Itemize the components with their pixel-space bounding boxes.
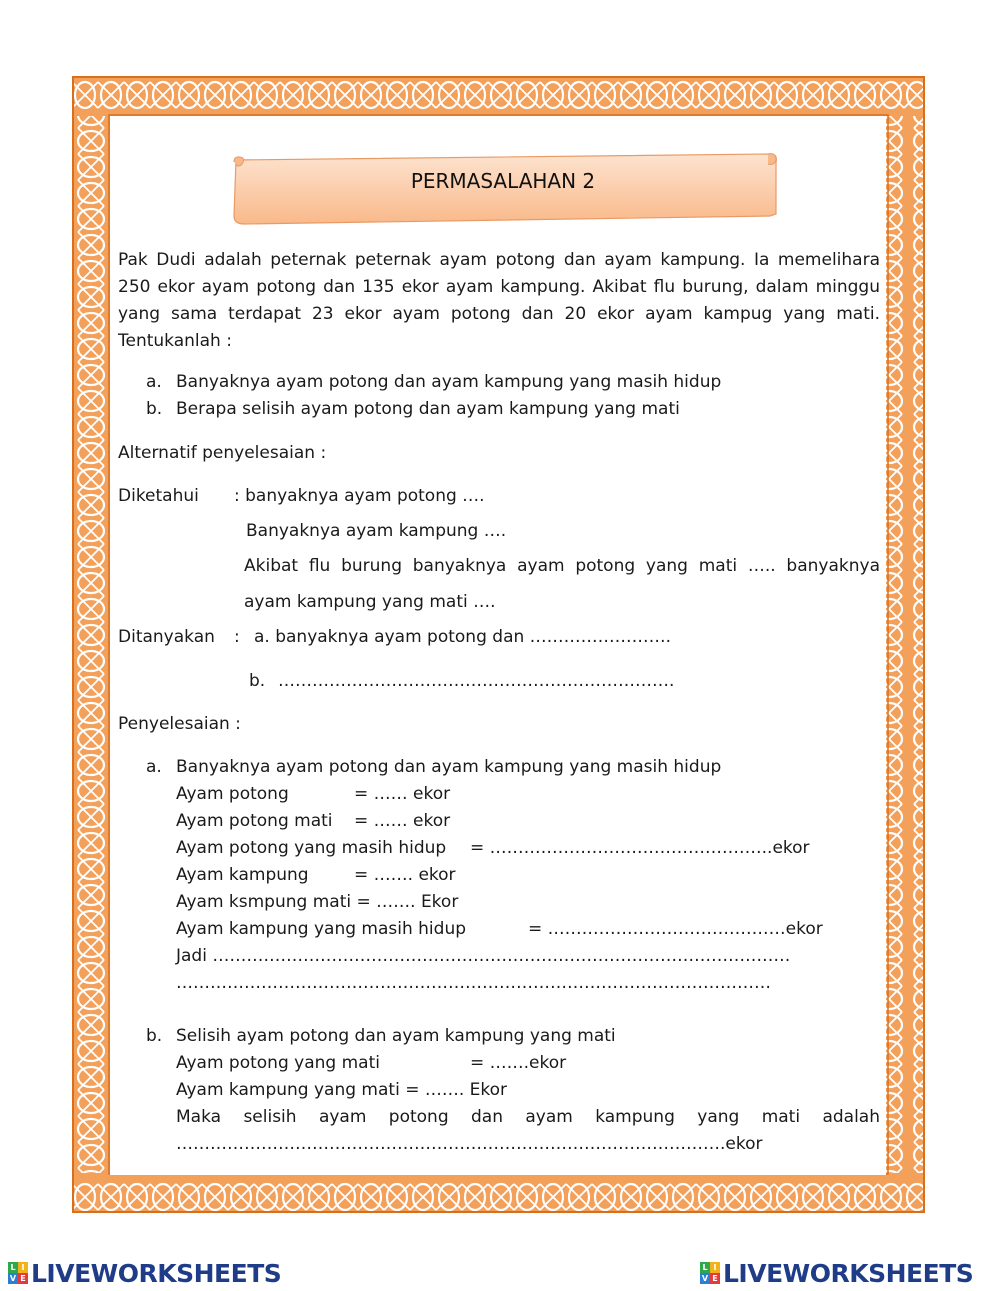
question-a-label: a.: [146, 372, 162, 392]
row-ayam-kampung-label: Ayam kampung: [176, 865, 309, 885]
logo-text-left: LIVEWORKSHEETS: [31, 1258, 282, 1288]
ditanyakan-line-b[interactable]: …………………………………………………………….: [278, 671, 675, 691]
row-potong-mati-b-value[interactable]: = …….ekor: [470, 1053, 567, 1073]
question-b-label: b.: [146, 399, 163, 419]
row-kampung-hidup-label: Ayam kampung yang masih hidup: [176, 919, 467, 939]
row-potong-hidup-label: Ayam potong yang masih hidup: [176, 838, 447, 858]
liveworksheets-logo-left[interactable]: [8, 1260, 281, 1286]
page-title: PERMASALAHAN 2: [410, 169, 596, 193]
jadi-line-2[interactable]: ……………………………………………………………………………………………: [176, 973, 771, 993]
row-ayam-kampung-value[interactable]: = ……. ekor: [354, 865, 456, 885]
question-b-text: Berapa selisih ayam potong dan ayam kampung yang mati: [176, 399, 680, 419]
diketahui-label: Diketahui: [118, 486, 199, 506]
liveworksheets-mark-icon: L I V E: [700, 1262, 720, 1284]
alternatif-heading: Alternatif penyelesaian :: [118, 443, 327, 463]
liveworksheets-logo-right[interactable]: [700, 1260, 973, 1286]
penyelesaian-a-title: Banyaknya ayam potong dan ayam kampung yang masih hidup: [176, 757, 722, 777]
penyelesaian-b-title: Selisih ayam potong dan ayam kampung yang mati: [176, 1026, 616, 1046]
problem-text: Pak Dudi adalah peternak peternak ayam potong dan ayam kampung. Ia memelihara 250 ekor ayam potong dan 135 ekor ayam kampung. Akibat flu burung, dalam minggu yang sama terdapat 23 ekor ayam potong dan 20 ekor ayam kampug yang mati. Tentukanlah :: [118, 250, 880, 351]
title-banner: [228, 152, 778, 226]
row-kampung-mati-b[interactable]: Ayam kampung yang mati = ……. Ekor: [176, 1080, 508, 1100]
row-ayam-potong-label: Ayam potong: [176, 784, 289, 804]
ditanyakan-colon: :: [234, 627, 240, 647]
maka-line-2[interactable]: …………………………………………………………………………………….ekor: [176, 1134, 763, 1154]
ditanyakan-line-a[interactable]: a. banyaknya ayam potong dan …………………….: [254, 627, 672, 647]
question-a-text: Banyaknya ayam potong dan ayam kampung yang masih hidup: [176, 372, 722, 392]
penyelesaian-heading: Penyelesaian :: [118, 714, 241, 734]
row-ayam-potong-mati-value[interactable]: = …… ekor: [354, 811, 451, 831]
penyelesaian-b-label: b.: [146, 1026, 163, 1046]
jadi-line-1[interactable]: Jadi …………………………………………………………………………………………: [176, 946, 791, 966]
logo-text-right: LIVEWORKSHEETS: [723, 1258, 974, 1288]
ditanyakan-b-label: b.: [249, 671, 266, 691]
diketahui-line-3: Akibat flu burung banyaknya ayam potong yang mati ….. banyaknya: [244, 556, 880, 576]
ditanyakan-label: Ditanyakan: [118, 627, 215, 647]
row-ayam-potong-value[interactable]: = …… ekor: [354, 784, 451, 804]
row-kampung-mati[interactable]: Ayam ksmpung mati = ……. Ekor: [176, 892, 459, 912]
liveworksheets-mark-icon: L I V E: [8, 1262, 28, 1284]
row-potong-hidup-value[interactable]: = …………………………………………..ekor: [470, 838, 810, 858]
diketahui-line-1: : banyaknya ayam potong ….: [234, 486, 485, 506]
penyelesaian-a-label: a.: [146, 757, 162, 777]
diketahui-line-4: ayam kampung yang mati ….: [244, 592, 496, 612]
row-potong-mati-b-label: Ayam potong yang mati: [176, 1053, 380, 1073]
maka-line-1: Maka selisih ayam potong dan ayam kampung yang mati adalah: [176, 1107, 880, 1127]
row-kampung-hidup-value[interactable]: = ……………………………………ekor: [528, 919, 823, 939]
row-ayam-potong-mati-label: Ayam potong mati: [176, 811, 333, 831]
diketahui-line-2: Banyaknya ayam kampung ….: [246, 521, 507, 541]
